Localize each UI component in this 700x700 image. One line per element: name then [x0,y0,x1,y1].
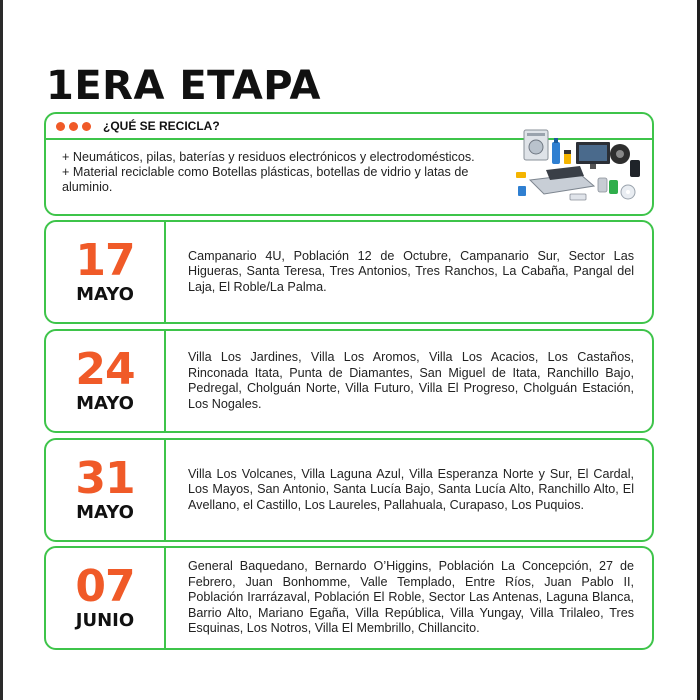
recycle-heading: ¿QUÉ SE RECICLA? [103,119,220,133]
recycle-item: + Material reciclable como Botellas plásticas, botellas de vidrio y latas de aluminio. [62,165,469,194]
date-month: MAYO [76,393,134,414]
date-day: 31 [75,453,135,504]
schedule-row [44,220,654,324]
schedule-row [44,438,654,542]
locations-text [166,440,652,540]
page-title: 1ERA ETAPA [46,63,321,109]
schedule-row [44,546,654,650]
locations-list: General Baquedano, Bernardo O’Higgins, Población La Concepción, 27 de Febrero, Juan Bonhomme, Valle Templado, Entre Ríos, Juan Pablo II, Población Irarrázaval, Población El Roble, Sector Las Antenas, Laguna Blanca, Barrio Alto, Mariano Egaña, Villa República, Villa Yungay, Villa Trilaleo, Tres Esquinas, Los Notros, Villa El Membrillo, Chillancito. [188,559,634,636]
date-day: 07 [75,561,135,612]
recycle-item: + Neumáticos, pilas, baterías y residuos electrónicos y electrodomésticos. [62,150,475,164]
date-day: 24 [75,344,135,395]
left-edge-bar [0,0,3,700]
locations-text [166,222,652,322]
schedule-row [44,329,654,433]
date-column [46,440,166,540]
locations-list: Villa Los Volcanes, Villa Laguna Azul, Villa Esperanza Norte y Sur, El Cardal, Los Mayos, San Antonio, Santa Lucía Bajo, Santa Lucía Alto, Ranchillo Alto, El Avellano, el Castillo, Los Laureles, Pallahuala, Curapaso, Los Puquios. [188,466,634,512]
date-month: MAYO [76,284,134,305]
date-month: JUNIO [75,610,135,631]
orange-dot-icon [82,122,91,131]
date-column [46,222,166,322]
orange-dot-icon [69,122,78,131]
electronics-recycling-illustration-icon [510,120,648,214]
locations-list: Villa Los Jardines, Villa Los Aromos, Villa Los Acacios, Los Castaños, Rinconada Itata, Punta de Diamantes, San Miguel de Itata, Ranchillo Bajo, Pedregal, Cholguán Norte, Villa Futuro, Villa El Progreso, Cholguán Estación, Los Nogales. [188,350,634,411]
locations-text [166,331,652,431]
recycle-info-box [44,112,654,216]
date-column [46,548,166,648]
orange-dot-icon [56,122,65,131]
date-day: 17 [75,235,135,286]
date-column [46,331,166,431]
locations-list: Campanario 4U, Población 12 de Octubre, Campanario Sur, Sector Las Higueras, Santa Teresa, Tres Antonios, Tres Ranchos, La Cabaña, Pangal del Laja, El Roble/La Palma. [188,248,634,294]
locations-text [166,548,652,648]
date-month: MAYO [76,502,134,523]
